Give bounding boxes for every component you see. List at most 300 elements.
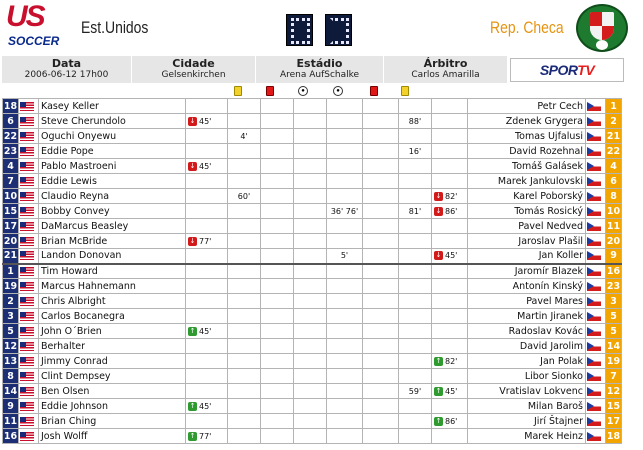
away-red-card-cell bbox=[363, 429, 399, 444]
table-row[interactable] bbox=[3, 189, 622, 204]
away-player-name[interactable]: Petr Cech bbox=[468, 99, 586, 114]
home-substitution-cell bbox=[186, 159, 228, 174]
sub-out-arrow-icon: ↓ bbox=[189, 116, 196, 125]
away-red-card-cell bbox=[363, 144, 399, 159]
czech-flag-cell bbox=[586, 399, 606, 414]
away-player-name[interactable]: Marek Jankulovski bbox=[468, 174, 586, 189]
away-substitution-cell bbox=[432, 219, 468, 234]
date-cell bbox=[2, 56, 132, 83]
home-player-name[interactable]: Pablo Mastroeni bbox=[39, 159, 186, 174]
away-goals-cell bbox=[327, 414, 363, 429]
home-substitution-cell bbox=[186, 114, 228, 129]
away-player-number: 12 bbox=[606, 385, 621, 397]
table-row[interactable] bbox=[3, 369, 622, 384]
goal-ball-icon: ● bbox=[333, 86, 343, 96]
home-yellow-card-cell bbox=[228, 294, 261, 309]
home-yellow-card-cell bbox=[228, 264, 261, 279]
ball-icon bbox=[596, 40, 608, 50]
home-goals-cell bbox=[294, 114, 327, 129]
usa-flag-cell bbox=[19, 189, 39, 204]
home-yellow-card-cell bbox=[228, 159, 261, 174]
home-substitution-minute: 77' bbox=[199, 431, 212, 441]
table-row[interactable] bbox=[3, 414, 622, 429]
away-goals-cell bbox=[327, 159, 363, 174]
table-row[interactable] bbox=[3, 174, 622, 189]
czech-flag-icon bbox=[587, 267, 601, 276]
away-yellow-card-cell bbox=[399, 264, 432, 279]
home-player-number: 20 bbox=[3, 235, 18, 247]
home-substitution-cell bbox=[186, 174, 228, 189]
usa-flag-icon bbox=[20, 312, 34, 321]
sub-in-arrow-icon: ↑ bbox=[189, 401, 196, 410]
home-goals-cell bbox=[294, 339, 327, 354]
home-player-name[interactable]: Eddie Pope bbox=[39, 144, 186, 159]
match-info-bar bbox=[0, 56, 643, 84]
away-yellow-card-cell bbox=[399, 429, 432, 444]
czech-flag-cell bbox=[586, 354, 606, 369]
usa-flag-icon bbox=[20, 117, 34, 126]
home-yellow-card-cell bbox=[228, 399, 261, 414]
goal-ball-icon: ● bbox=[298, 86, 308, 96]
czech-flag-icon bbox=[587, 297, 601, 306]
away-yellow-card-cell bbox=[399, 369, 432, 384]
usa-flag-cell bbox=[19, 174, 39, 189]
yellow-card-icon bbox=[401, 86, 409, 96]
away-red-card-cell bbox=[363, 114, 399, 129]
home-substitution-cell bbox=[186, 204, 228, 219]
away-yellow-card-cell bbox=[399, 279, 432, 294]
home-yellow-card-cell bbox=[228, 429, 261, 444]
home-yellow-card-cell bbox=[228, 369, 261, 384]
home-player-name[interactable]: Eddie Johnson bbox=[39, 399, 186, 414]
home-substitution-cell bbox=[186, 339, 228, 354]
home-player-name[interactable]: Brian Ching bbox=[39, 414, 186, 429]
table-row[interactable] bbox=[3, 384, 622, 399]
home-red-card-cell bbox=[261, 189, 294, 204]
away-player-number: 17 bbox=[606, 415, 621, 427]
table-row[interactable] bbox=[3, 204, 622, 219]
away-red-card-cell bbox=[363, 264, 399, 279]
czech-flag-icon bbox=[587, 402, 601, 411]
czech-flag-icon bbox=[587, 342, 601, 351]
home-player-number: 21 bbox=[3, 249, 19, 264]
away-red-card-cell bbox=[363, 339, 399, 354]
home-player-name[interactable]: Kasey Keller bbox=[39, 99, 186, 114]
czech-flag-cell bbox=[586, 324, 606, 339]
home-yellow-card-cell bbox=[228, 99, 261, 114]
usa-flag-cell bbox=[19, 204, 39, 219]
usa-flag-cell bbox=[19, 114, 39, 129]
away-substitution-minute: 45' bbox=[445, 386, 458, 396]
czech-fa-logo bbox=[576, 4, 628, 52]
usa-flag-icon bbox=[20, 327, 34, 336]
home-yellow-card-cell bbox=[228, 144, 261, 159]
away-player-number: 4 bbox=[606, 159, 622, 174]
usa-flag-icon bbox=[20, 222, 34, 231]
home-goals-cell bbox=[294, 354, 327, 369]
czech-flag-icon bbox=[587, 372, 601, 381]
home-player-name[interactable]: Jimmy Conrad bbox=[39, 354, 186, 369]
table-row[interactable] bbox=[3, 294, 622, 309]
away-substitution-cell bbox=[432, 324, 468, 339]
czech-flag-icon bbox=[587, 207, 601, 216]
away-player-name[interactable]: Karel Poborský bbox=[468, 189, 586, 204]
home-red-card-cell bbox=[261, 159, 294, 174]
home-yellow-card-cell bbox=[228, 354, 261, 369]
away-player-number: 5 bbox=[606, 309, 622, 324]
away-red-card-cell bbox=[363, 354, 399, 369]
away-red-card-cell bbox=[363, 219, 399, 234]
away-player-number: 20 bbox=[606, 235, 621, 247]
table-row[interactable] bbox=[3, 114, 622, 129]
usa-flag-cell bbox=[19, 294, 39, 309]
czech-flag-cell bbox=[586, 309, 606, 324]
home-goals-cell bbox=[294, 144, 327, 159]
away-player-number: 18 bbox=[606, 430, 621, 442]
home-substitution-cell bbox=[186, 354, 228, 369]
sub-in-arrow-icon: ↑ bbox=[435, 356, 442, 365]
referee-cell bbox=[384, 56, 508, 83]
away-player-name[interactable]: Radoslav Kovác bbox=[468, 324, 586, 339]
away-player-name[interactable]: Jan Polak bbox=[468, 354, 586, 369]
away-substitution-cell bbox=[432, 294, 468, 309]
czech-flag-icon bbox=[587, 177, 601, 186]
table-row[interactable] bbox=[3, 129, 622, 144]
away-player-name[interactable]: Milan Baroš bbox=[468, 399, 586, 414]
home-goals-cell bbox=[294, 324, 327, 339]
date-value: 2006-06-12 17h00 bbox=[24, 70, 109, 80]
away-yellow-card-cell bbox=[399, 399, 432, 414]
home-yellow-card-cell bbox=[228, 204, 261, 219]
home-yellow-card-cell bbox=[228, 219, 261, 234]
home-yellow-card-cell bbox=[228, 174, 261, 189]
home-player-number: 19 bbox=[3, 280, 18, 292]
home-yellow-card-cell bbox=[228, 114, 261, 129]
home-goals-cell bbox=[294, 189, 327, 204]
home-team-name: Est.Unidos bbox=[81, 18, 149, 37]
sub-out-arrow-icon: ↓ bbox=[435, 206, 442, 215]
away-player-number: 9 bbox=[606, 249, 622, 264]
date-label: Data bbox=[51, 57, 82, 70]
home-player-name[interactable]: Tim Howard bbox=[39, 264, 186, 279]
home-goals-cell bbox=[294, 309, 327, 324]
home-red-card-cell bbox=[261, 219, 294, 234]
sportv-logo[interactable]: SPORTV bbox=[510, 58, 624, 82]
away-player-name[interactable]: Tomáš Galásek bbox=[468, 159, 586, 174]
home-substitution-cell bbox=[186, 369, 228, 384]
usa-flag-cell bbox=[19, 384, 39, 399]
table-row[interactable] bbox=[3, 324, 622, 339]
home-player-name[interactable]: Ben Olsen bbox=[39, 384, 186, 399]
home-red-card-cell bbox=[261, 279, 294, 294]
away-goals-cell: 36' 76' bbox=[327, 204, 363, 219]
away-player-number: 2 bbox=[606, 114, 622, 129]
away-red-card-cell bbox=[363, 174, 399, 189]
away-goals-cell: 5' bbox=[327, 249, 363, 264]
home-player-name[interactable]: Claudio Reyna bbox=[39, 189, 186, 204]
away-player-number: 16 bbox=[606, 264, 622, 279]
away-red-card-cell bbox=[363, 384, 399, 399]
usa-flag-icon bbox=[20, 267, 34, 276]
away-red-card-cell bbox=[363, 414, 399, 429]
czech-flag-cell bbox=[586, 174, 606, 189]
away-player-number: 19 bbox=[606, 355, 621, 367]
usa-flag-cell bbox=[19, 159, 39, 174]
home-goals-cell bbox=[294, 129, 327, 144]
away-player-name[interactable]: Jan Koller bbox=[468, 249, 586, 264]
away-player-number: 3 bbox=[606, 294, 622, 309]
table-row[interactable] bbox=[3, 159, 622, 174]
usa-flag-icon bbox=[20, 102, 34, 111]
home-goals-cell bbox=[294, 369, 327, 384]
away-player-number: 23 bbox=[606, 280, 621, 292]
home-player-name[interactable]: Bobby Convey bbox=[39, 204, 186, 219]
home-goals-cell bbox=[294, 174, 327, 189]
table-row[interactable] bbox=[3, 429, 622, 444]
away-yellow-card-cell bbox=[399, 354, 432, 369]
home-goals-cell bbox=[294, 384, 327, 399]
away-player-name[interactable]: Jirí Štajner bbox=[468, 414, 586, 429]
usa-flag-icon bbox=[20, 387, 34, 396]
home-player-name[interactable]: Berhalter bbox=[39, 339, 186, 354]
czech-flag-cell bbox=[586, 99, 606, 114]
away-goals-cell bbox=[327, 234, 363, 249]
home-player-name[interactable]: Oguchi Onyewu bbox=[39, 129, 186, 144]
table-row[interactable] bbox=[3, 249, 622, 264]
referee-label: Árbitro bbox=[423, 57, 468, 70]
czech-shield-icon bbox=[590, 12, 614, 40]
home-player-number: 2 bbox=[3, 294, 19, 309]
yellow-card-icon bbox=[234, 86, 242, 96]
away-team-name: Rep. Checa bbox=[490, 18, 564, 37]
home-red-card-cell bbox=[261, 264, 294, 279]
away-yellow-card-cell bbox=[399, 234, 432, 249]
home-substitution-cell bbox=[186, 219, 228, 234]
home-score bbox=[286, 14, 313, 46]
home-red-card-cell bbox=[261, 384, 294, 399]
home-player-number: 10 bbox=[3, 190, 18, 202]
away-player-number: 6 bbox=[606, 174, 622, 189]
czech-flag-icon bbox=[587, 312, 601, 321]
away-player-name[interactable]: Pavel Mares bbox=[468, 294, 586, 309]
home-substitution-minute: 45' bbox=[199, 116, 212, 126]
usa-flag-icon bbox=[20, 432, 34, 441]
home-red-card-cell bbox=[261, 174, 294, 189]
away-red-card-cell bbox=[363, 279, 399, 294]
away-red-card-cell bbox=[363, 399, 399, 414]
home-goals-cell bbox=[294, 219, 327, 234]
away-player-number: 15 bbox=[606, 400, 621, 412]
away-red-card-cell bbox=[363, 159, 399, 174]
away-yellow-card-cell: 16' bbox=[399, 144, 432, 159]
away-player-name[interactable]: Antonín Kinský bbox=[468, 279, 586, 294]
away-player-number: 10 bbox=[606, 205, 621, 217]
away-substitution-cell bbox=[432, 264, 468, 279]
away-player-name[interactable]: Vratislav Lokvenc bbox=[468, 384, 586, 399]
away-yellow-card-cell bbox=[399, 189, 432, 204]
home-yellow-card-cell: 4' bbox=[228, 129, 261, 144]
czech-flag-cell bbox=[586, 339, 606, 354]
away-red-card-cell bbox=[363, 249, 399, 264]
home-player-name[interactable]: John O´Brien bbox=[39, 324, 186, 339]
usa-flag-cell bbox=[19, 279, 39, 294]
away-player-name[interactable]: Marek Heinz bbox=[468, 429, 586, 444]
usa-flag-icon bbox=[20, 177, 34, 186]
away-yellow-card-cell bbox=[399, 339, 432, 354]
home-red-card-cell bbox=[261, 99, 294, 114]
away-player-name[interactable]: Jaroslav Plašil bbox=[468, 234, 586, 249]
usa-flag-cell bbox=[19, 144, 39, 159]
usa-flag-icon bbox=[20, 192, 34, 201]
table-row[interactable] bbox=[3, 234, 622, 249]
stadium-value: Arena AufSchalke bbox=[279, 70, 360, 80]
table-row[interactable] bbox=[3, 354, 622, 369]
table-row[interactable] bbox=[3, 219, 622, 234]
match-header bbox=[0, 0, 643, 56]
czech-flag-icon bbox=[587, 102, 601, 111]
home-player-name[interactable]: Josh Wolff bbox=[39, 429, 186, 444]
away-goals-cell bbox=[327, 129, 363, 144]
away-substitution-minute: 82' bbox=[445, 191, 458, 201]
table-row[interactable] bbox=[3, 99, 622, 114]
away-player-number: 22 bbox=[606, 145, 621, 157]
czech-flag-cell bbox=[586, 129, 606, 144]
home-player-name[interactable]: Clint Dempsey bbox=[39, 369, 186, 384]
home-substitution-cell bbox=[186, 249, 228, 264]
home-yellow-card-cell bbox=[228, 234, 261, 249]
away-player-name[interactable]: Zdenek Grygera bbox=[468, 114, 586, 129]
usa-flag-icon bbox=[20, 357, 34, 366]
away-substitution-cell bbox=[432, 414, 468, 429]
away-player-number: 14 bbox=[606, 340, 621, 352]
home-player-name[interactable]: DaMarcus Beasley bbox=[39, 219, 186, 234]
home-player-number: 6 bbox=[3, 114, 19, 129]
table-row[interactable] bbox=[3, 279, 622, 294]
away-substitution-cell bbox=[432, 399, 468, 414]
away-substitution-cell bbox=[432, 234, 468, 249]
away-yellow-card-cell bbox=[399, 249, 432, 264]
away-substitution-cell bbox=[432, 249, 468, 264]
usa-flag-cell bbox=[19, 399, 39, 414]
czech-flag-cell bbox=[586, 414, 606, 429]
away-goals-cell bbox=[327, 429, 363, 444]
stadium-label: Estádio bbox=[296, 57, 343, 70]
sub-out-arrow-icon: ↓ bbox=[435, 191, 442, 200]
away-goals-cell bbox=[327, 294, 363, 309]
home-player-number: 22 bbox=[3, 130, 18, 142]
away-yellow-card-cell bbox=[399, 294, 432, 309]
sub-in-arrow-icon: ↑ bbox=[435, 386, 442, 395]
home-player-name[interactable]: Steve Cherundolo bbox=[39, 114, 186, 129]
away-red-card-cell bbox=[363, 204, 399, 219]
away-substitution-cell bbox=[432, 309, 468, 324]
away-player-name[interactable]: David Jarolim bbox=[468, 339, 586, 354]
czech-flag-icon bbox=[587, 432, 601, 441]
home-player-number: 4 bbox=[3, 159, 19, 174]
away-player-name[interactable]: Jaromír Blazek bbox=[468, 264, 586, 279]
away-yellow-card-cell: 88' bbox=[399, 114, 432, 129]
away-player-name[interactable]: Martin Jiranek bbox=[468, 309, 586, 324]
away-goals-cell bbox=[327, 309, 363, 324]
home-substitution-cell bbox=[186, 399, 228, 414]
home-player-name[interactable]: Brian McBride bbox=[39, 234, 186, 249]
home-player-name[interactable]: Chris Albright bbox=[39, 294, 186, 309]
home-substitution-cell bbox=[186, 144, 228, 159]
away-substitution-cell bbox=[432, 174, 468, 189]
away-player-name[interactable]: David Rozehnal bbox=[468, 144, 586, 159]
czech-flag-icon bbox=[587, 132, 601, 141]
usa-flag-cell bbox=[19, 129, 39, 144]
usa-flag-icon bbox=[20, 417, 34, 426]
home-red-card-cell bbox=[261, 204, 294, 219]
home-player-name[interactable]: Landon Donovan bbox=[39, 249, 186, 264]
away-yellow-card-cell bbox=[399, 324, 432, 339]
away-yellow-card-cell: 81' bbox=[399, 204, 432, 219]
home-goals-cell bbox=[294, 234, 327, 249]
home-red-card-cell bbox=[261, 309, 294, 324]
home-substitution-cell bbox=[186, 264, 228, 279]
away-goals-cell bbox=[327, 144, 363, 159]
away-goals-cell bbox=[327, 189, 363, 204]
away-red-card-cell bbox=[363, 189, 399, 204]
table-row[interactable] bbox=[3, 309, 622, 324]
away-player-name[interactable]: Tomás Rosický bbox=[468, 204, 586, 219]
home-player-name[interactable]: Marcus Hahnemann bbox=[39, 279, 186, 294]
away-player-name[interactable]: Libor Sionko bbox=[468, 369, 586, 384]
usa-flag-cell bbox=[19, 264, 39, 279]
home-yellow-card-cell bbox=[228, 339, 261, 354]
away-substitution-minute: 45' bbox=[445, 251, 458, 261]
away-yellow-card-cell bbox=[399, 219, 432, 234]
home-player-name[interactable]: Carlos Bocanegra bbox=[39, 309, 186, 324]
away-red-card-cell bbox=[363, 99, 399, 114]
stadium-cell bbox=[256, 56, 384, 83]
home-substitution-cell bbox=[186, 129, 228, 144]
home-red-card-cell bbox=[261, 369, 294, 384]
czech-flag-cell bbox=[586, 429, 606, 444]
away-player-name[interactable]: Tomas Ujfalusi bbox=[468, 129, 586, 144]
usa-flag-cell bbox=[19, 369, 39, 384]
home-player-name[interactable]: Eddie Lewis bbox=[39, 174, 186, 189]
home-red-card-cell bbox=[261, 114, 294, 129]
away-substitution-cell bbox=[432, 279, 468, 294]
city-label: Cidade bbox=[172, 57, 215, 70]
usa-flag-icon bbox=[20, 251, 34, 260]
table-row[interactable] bbox=[3, 399, 622, 414]
home-player-number: 15 bbox=[3, 205, 18, 217]
away-player-name[interactable]: Pavel Nedved bbox=[468, 219, 586, 234]
usa-flag-cell bbox=[19, 309, 39, 324]
sub-out-arrow-icon: ↓ bbox=[189, 236, 196, 245]
home-player-number: 16 bbox=[3, 430, 18, 442]
table-row[interactable] bbox=[3, 339, 622, 354]
home-red-card-cell bbox=[261, 339, 294, 354]
table-row[interactable] bbox=[3, 144, 622, 159]
away-substitution-cell bbox=[432, 129, 468, 144]
away-red-card-cell bbox=[363, 294, 399, 309]
home-red-card-cell bbox=[261, 414, 294, 429]
czech-flag-cell bbox=[586, 264, 606, 279]
away-substitution-cell bbox=[432, 429, 468, 444]
home-yellow-card-cell bbox=[228, 324, 261, 339]
home-red-card-cell bbox=[261, 129, 294, 144]
sub-in-arrow-icon: ↑ bbox=[189, 326, 196, 335]
czech-flag-icon bbox=[587, 387, 601, 396]
away-goals-cell bbox=[327, 399, 363, 414]
us-logo-text: US bbox=[6, 0, 44, 33]
away-goals-cell bbox=[327, 279, 363, 294]
table-row[interactable] bbox=[3, 264, 622, 279]
